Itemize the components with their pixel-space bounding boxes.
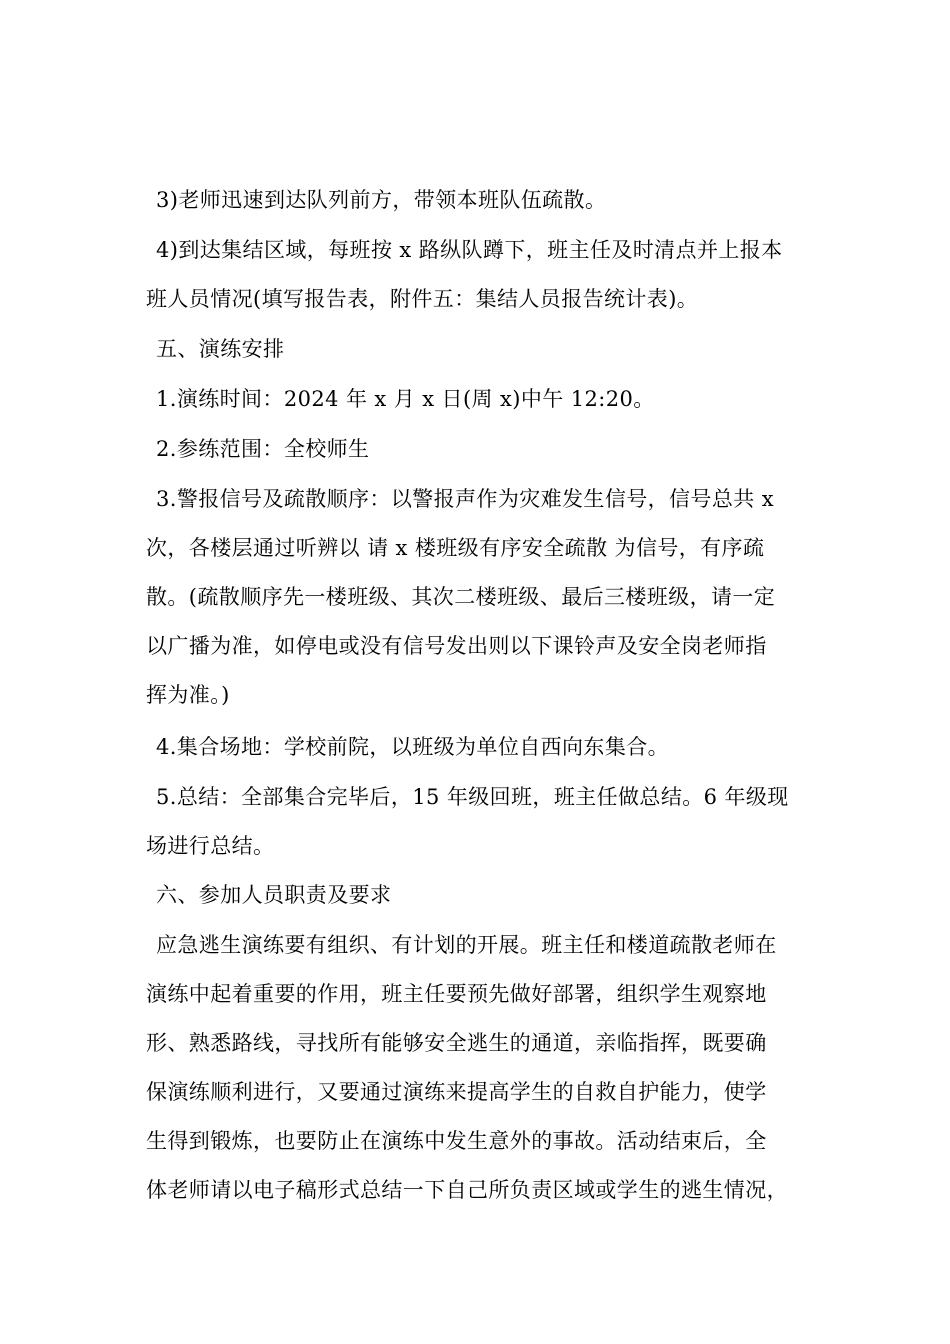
text-line: 3.警报信号及疏散顺序：以警报声作为灾难发生信号，信号总共 x xyxy=(156,487,774,511)
text-line: 3)老师迅速到达队列前方，带领本班队伍疏散。 xyxy=(156,188,607,212)
section-heading: 六、参加人员职责及要求 xyxy=(156,883,392,907)
paragraph-alarm-signal xyxy=(146,475,810,720)
paragraph-drill-time xyxy=(146,375,810,424)
text-line: 挥为准。) xyxy=(146,683,230,707)
paragraph-summary xyxy=(146,773,810,871)
text-line: 2.参练范围：全校师生 xyxy=(156,437,370,461)
text-line: 散。(疏散顺序先一楼班级、其次二楼班级、最后三楼班级，请一定 xyxy=(146,585,776,609)
text-line: 体老师请以电子稿形式总结一下自己所负责区域或学生的逃生情况， xyxy=(146,1178,788,1202)
section-heading-five xyxy=(146,325,810,374)
paragraph-step-3 xyxy=(146,176,810,225)
text-line: 保演练顺利进行，又要通过演练来提高学生的自救自护能力，使学 xyxy=(146,1080,767,1104)
paragraph-responsibilities xyxy=(146,921,810,1215)
text-line: 4)到达集结区域，每班按 x 路纵队蹲下，班主任及时清点并上报本 xyxy=(156,238,783,262)
text-line: 场进行总结。 xyxy=(146,834,275,858)
text-line: 应急逃生演练要有组织、有计划的开展。班主任和楼道疏散老师在 xyxy=(156,933,777,957)
text-line: 4.集合场地：学校前院，以班级为单位自西向东集合。 xyxy=(156,735,670,759)
text-line: 班人员情况(填写报告表，附件五：集结人员报告统计表)。 xyxy=(146,287,699,311)
text-line: 形、熟悉路线，寻找所有能够安全逃生的通道，亲临指挥，既要确 xyxy=(146,1031,767,1055)
paragraph-participants xyxy=(146,425,810,474)
text-line: 1.演练时间：2024 年 x 月 x 日(周 x)中午 12:20。 xyxy=(156,387,655,411)
text-line: 次，各楼层通过听辨以 请 x 楼班级有序安全疏散 为信号，有序疏 xyxy=(146,536,765,560)
paragraph-assembly-site xyxy=(146,723,810,772)
text-line: 以广播为准，如停电或没有信号发出则以下课铃声及安全岗老师指 xyxy=(146,634,767,658)
section-heading-six xyxy=(146,871,810,920)
text-line: 生得到锻炼，也要防止在演练中发生意外的事故。活动结束后，全 xyxy=(146,1129,767,1153)
text-line: 演练中起着重要的作用，班主任要预先做好部署，组织学生观察地 xyxy=(146,982,767,1006)
section-heading: 五、演练安排 xyxy=(156,337,285,361)
paragraph-step-4 xyxy=(146,226,810,324)
text-line: 5.总结：全部集合完毕后，15 年级回班，班主任做总结。6 年级现 xyxy=(156,785,789,809)
